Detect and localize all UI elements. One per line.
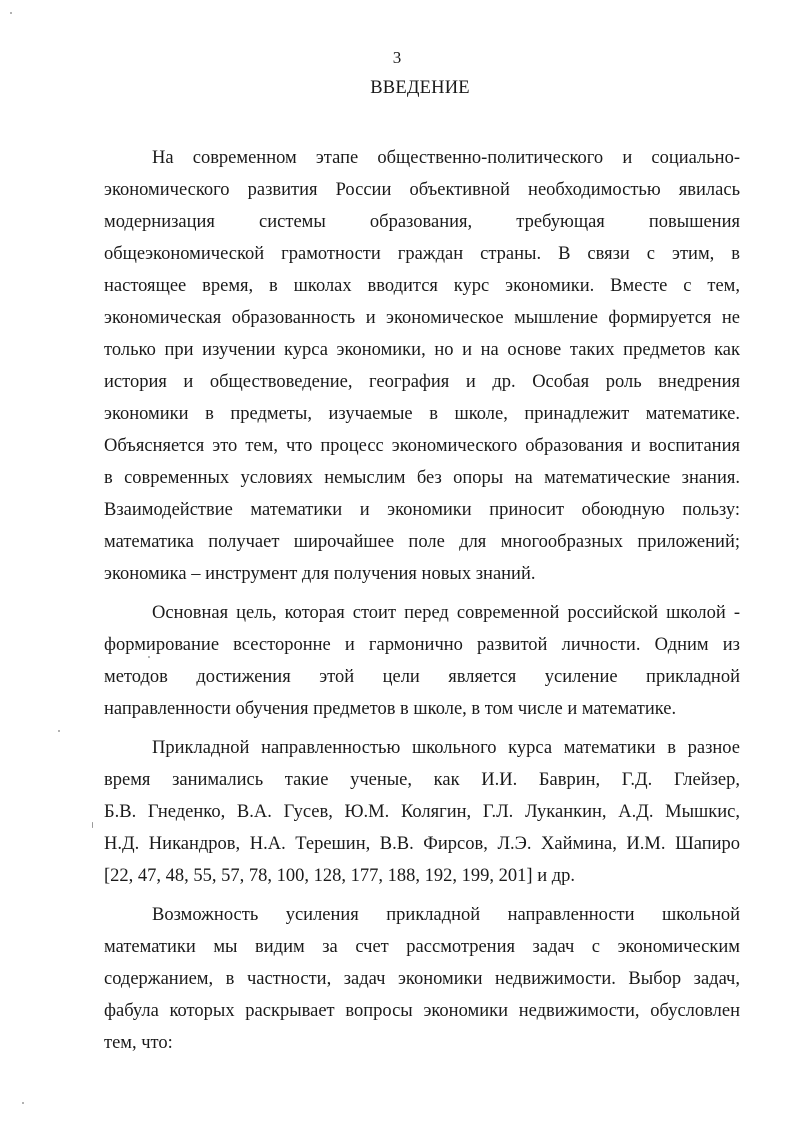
paragraph-line: [22, 47, 48, 55, 57, 78, 100, 128, 177, 188, 192, 199, 201] и др.: [104, 866, 576, 886]
paragraph-line: Объясняется это тем, что процесс экономического образования и воспитания: [104, 436, 740, 456]
scan-speck: [10, 12, 12, 14]
paragraph-line: математика получает широчайшее поле для многообразных приложений;: [104, 532, 740, 552]
paragraph-line: Б.В. Гнеденко, В.А. Гусев, Ю.М. Колягин, Г.Л. Луканкин, А.Д. Мышкис,: [104, 802, 740, 822]
section-heading: ВВЕДЕНИЕ: [370, 78, 470, 98]
paragraph-line: экономики в предметы, изучаемые в школе, принадлежит математике.: [104, 404, 740, 424]
paragraph-line: Н.Д. Никандров, Н.А. Терешин, В.В. Фирсов, Л.Э. Хаймина, И.М. Шапиро: [104, 834, 740, 854]
paragraph-line: Основная цель, которая стоит перед современной российской школой -: [152, 603, 740, 623]
paragraph-line: Взаимодействие математики и экономики приносит обоюдную пользу:: [104, 500, 740, 520]
paragraph-line: время занимались такие ученые, как И.И. Баврин, Г.Д. Глейзер,: [104, 770, 740, 790]
paragraph-line: история и обществоведение, география и др. Особая роль внедрения: [104, 372, 740, 392]
paragraph-line: математики мы видим за счет рассмотрения задач с экономическим: [104, 937, 740, 957]
page-number: 3: [392, 48, 402, 67]
scan-speck: [148, 656, 150, 658]
paragraph-line: содержанием, в частности, задач экономики недвижимости. Выбор задач,: [104, 969, 740, 989]
paragraph-line: общеэкономической грамотности граждан страны. В связи с этим, в: [104, 244, 740, 264]
scan-speck: [22, 1102, 24, 1104]
paragraph-line: направленности обучения предметов в школе, в том числе и математике.: [104, 699, 677, 719]
paragraph-line: Возможность усиления прикладной направленности школьной: [152, 905, 740, 925]
paragraph-line: настоящее время, в школах вводится курс экономики. Вместе с тем,: [104, 276, 740, 296]
paragraph-line: тем, что:: [104, 1033, 173, 1053]
scan-speck: [92, 822, 93, 828]
paragraph-line: методов достижения этой цели является усиление прикладной: [104, 667, 740, 687]
paragraph-line: только при изучении курса экономики, но и на основе таких предметов как: [104, 340, 740, 360]
paragraph-line: формирование всесторонне и гармонично развитой личности. Одним из: [104, 635, 740, 655]
paragraph-line: Прикладной направленностью школьного курса математики в разное: [152, 738, 740, 758]
paragraph-line: На современном этапе общественно-политического и социально-: [152, 148, 740, 168]
paragraph-line: экономического развития России объективной необходимостью явилась: [104, 180, 740, 200]
paragraph-line: модернизация системы образования, требующая повышения: [104, 212, 740, 232]
paragraph-line: экономическая образованность и экономическое мышление формируется не: [104, 308, 740, 328]
paragraph-line: в современных условиях немыслим без опоры на математические знания.: [104, 468, 740, 488]
paragraph-line: фабула которых раскрывает вопросы экономики недвижимости, обусловлен: [104, 1001, 740, 1021]
scan-speck: [58, 730, 60, 732]
paragraph-line: экономика – инструмент для получения новых знаний.: [104, 564, 536, 584]
